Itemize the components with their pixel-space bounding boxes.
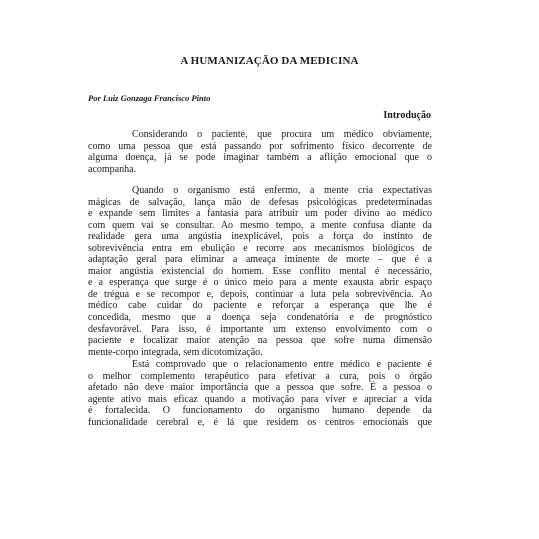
paragraph-line: mágicas de salvação, lança mão de defesas psicológicas predeterminadas — [88, 196, 432, 208]
section-heading: Introdução — [383, 110, 431, 121]
paragraph-2 — [88, 185, 432, 358]
paragraph-line: paciente e focalizar maior atenção na pessoa que sofre numa dimensão — [88, 335, 432, 347]
paragraph-line: médico cabe cuidar do paciente e reforçar a esperança que lhe é — [88, 300, 432, 312]
paragraph-line: mente-corpo integrada, sem dicotomização. — [88, 346, 263, 358]
paragraph-line: alguma doença, já se pode imaginar também a aflição emocional que o — [88, 152, 432, 164]
document-title: A HUMANIZAÇÃO DA MEDICINA — [180, 55, 359, 67]
paragraph-line: como uma pessoa que está passando por sofrimento físico decorrente de — [88, 140, 432, 152]
paragraph-line: e a esperança que surge é o único meio para a mente exausta abrir espaço — [88, 277, 432, 289]
paragraph-line: afetado não deve maior importância que a pessoa que sofre. É a pessoa o — [88, 382, 432, 394]
paragraph-line: concedida, mesmo que a doença seja condenatória e de prognóstico — [88, 312, 432, 324]
paragraph-line: e expande sem limites a fantasia para atribuir um poder divino ao médico — [88, 208, 432, 220]
paragraph-line: Considerando o paciente, que procura um médico obviamente, — [132, 129, 432, 140]
paragraph-line: maior angústia existencial do homem. Esse conflito mental é necessário, — [88, 265, 432, 277]
author-line: Por Luiz Gonzaga Francisco Pinto — [88, 93, 211, 103]
paragraph-1 — [88, 129, 432, 175]
paragraph-line: Quando o organismo está enfermo, a mente cria expectativas — [132, 185, 432, 196]
paragraph-line: sobrevivência entra em ebulição e recorre aos mecanismos biológicos de — [88, 242, 432, 254]
paragraph-line: Está comprovado que o relacionamento entre médico e paciente é — [132, 359, 432, 370]
paragraph-line: com quem vai se consultar. Ao mesmo tempo, a mente confusa diante da — [88, 219, 432, 231]
paragraph-line: desfavorável. Para isso, é importante um extenso envolvimento com o — [88, 323, 432, 335]
paragraph-3 — [88, 359, 432, 428]
paragraph-line: funcionalidade cerebral e, é lá que residem os centros emocionais que — [88, 416, 432, 428]
paragraph-line: é fortalecida. O funcionamento do organismo humano depende da — [88, 405, 432, 417]
paragraph-line: realidade gera uma angústia inexplicável, pois a força do instinto de — [88, 231, 432, 243]
paragraph-line: de trégua e se recompor e, depois, continuar a luta pela sobrevivência. Ao — [88, 288, 432, 300]
paragraph-line: acompanha. — [88, 163, 137, 175]
paragraph-line: adaptação geral para eliminar a ameaça iminente de morte – que é a — [88, 254, 432, 266]
paragraph-line: o melhor complemento terapêutico para efetivar a cura, pois o órgão — [88, 370, 432, 382]
paragraph-line: agente ativo mais eficaz quando a motivação para viver e apreciar a vida — [88, 393, 432, 405]
